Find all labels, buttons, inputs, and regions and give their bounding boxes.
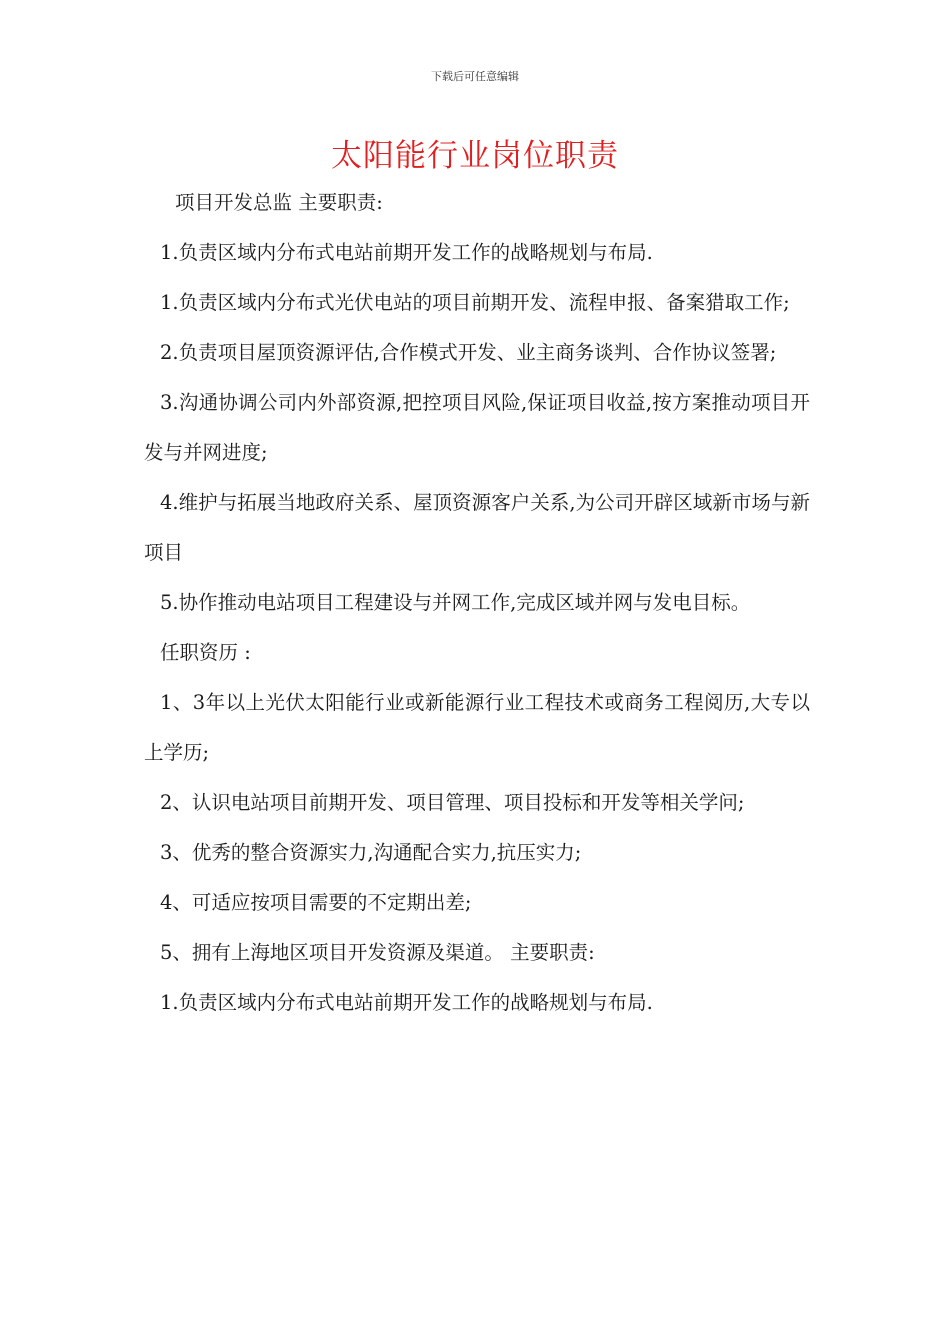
duty-item: 1.负责区域内分布式电站前期开发工作的战略规划与布局. [160,241,653,264]
qualification-item: 5、拥有上海地区项目开发资源及渠道。 主要职责: [160,941,595,964]
qualification-item: 3、优秀的整合资源实力,沟通配合实力,抗压实力; [160,841,582,864]
duty-item: 5.协作推动电站项目工程建设与并网工作,完成区域并网与发电目标。 [160,591,751,614]
section-heading-qualifications: 任职资历 : [160,641,251,664]
qualification-item: 2、认识电站项目前期开发、项目管理、项目投标和开发等相关学问; [160,791,745,814]
qualification-item: 1、3年以上光伏太阳能行业或新能源行业工程技术或商务工程阅历,大专以上学历; [144,691,810,764]
duty-item: 1.负责区域内分布式电站前期开发工作的战略规划与布局. [160,991,653,1014]
duty-item: 3.沟通协调公司内外部资源,把控项目风险,保证项目收益,按方案推动项目开发与并网进度; [144,391,810,464]
document-body [144,178,810,1028]
duty-item: 2.负责项目屋顶资源评估,合作模式开发、业主商务谈判、合作协议签署; [160,341,777,364]
duty-item: 4.维护与拓展当地政府关系、屋顶资源客户关系,为公司开辟区域新市场与新项目 [144,491,810,564]
document-title: 太阳能行业岗位职责 [331,138,619,174]
section-heading-duties: 项目开发总监 主要职责: [175,191,383,214]
duty-item: 1.负责区域内分布式光伏电站的项目前期开发、流程申报、备案猎取工作; [160,291,790,314]
header-note: 下载后可任意编辑 [431,70,519,83]
qualification-item: 4、可适应按项目需要的不定期出差; [160,891,472,914]
